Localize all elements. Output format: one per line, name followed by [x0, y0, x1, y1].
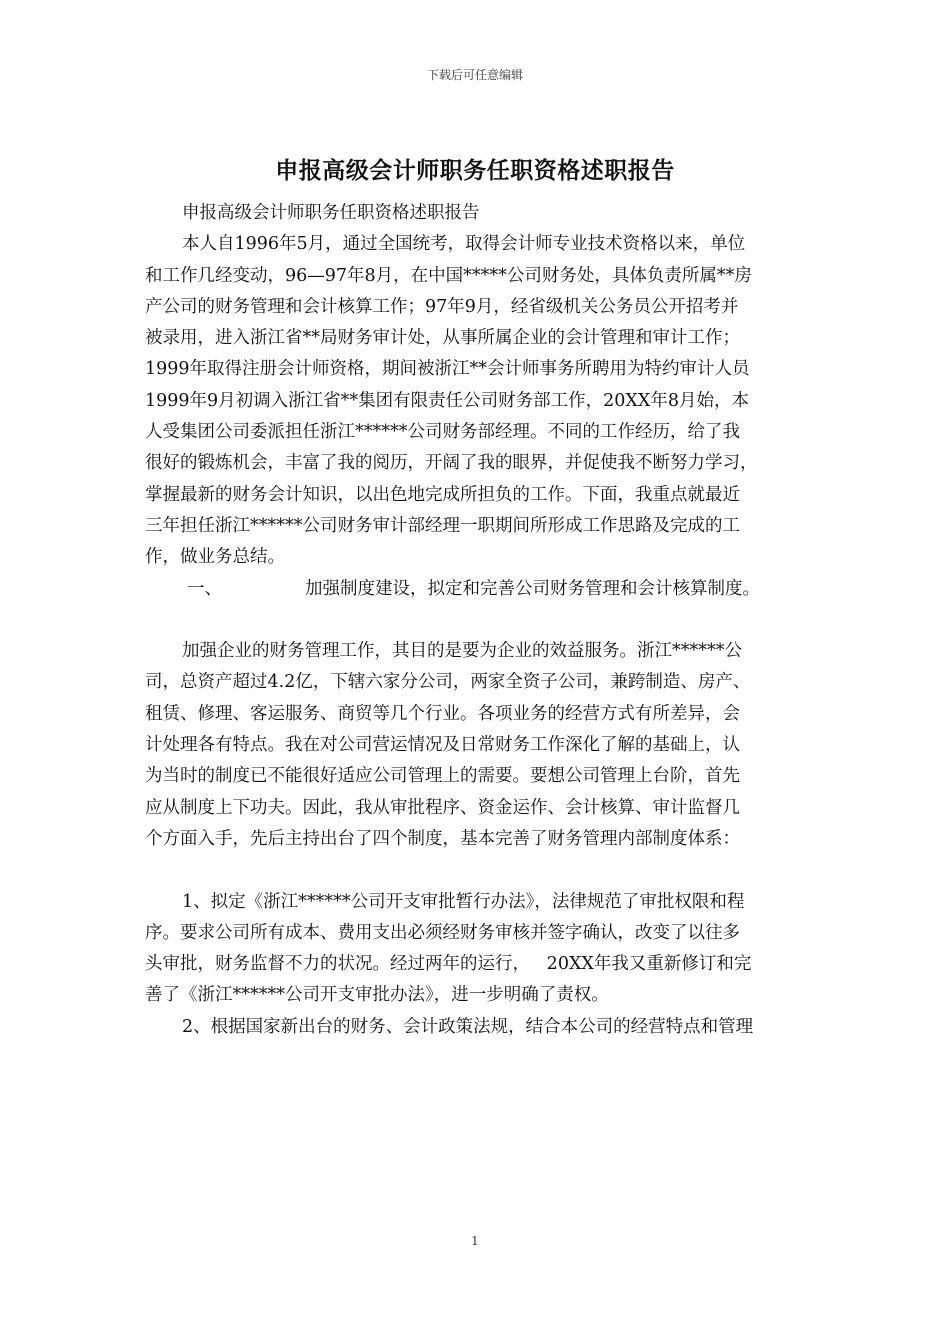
spacer [145, 605, 813, 636]
paragraph-line: 被录用，进入浙江省**局财务审计处，从事所属企业的会计管理和审计工作； [145, 328, 740, 349]
paragraph-line: 和工作几经变动，96—97年8月，在中国*****公司财务处，具体负责所属**房 [145, 265, 752, 286]
paragraph-line: 为当时的制度已不能很好适应公司管理上的需要。要想公司管理上台阶，首先 [145, 766, 740, 787]
subtitle: 申报高级会计师职务任职资格述职报告 [182, 203, 480, 223]
paragraph-line: 计处理各有特点。我在对公司营运情况及日常财务工作深化了解的基础上，认 [145, 735, 740, 756]
paragraph-line: 2、根据国家新出台的财务、会计政策法规，结合本公司的经营特点和管理 [182, 1016, 754, 1037]
paragraph-line: 人受集团公司委派担任浙江******公司财务部经理。不同的工作经历，给了我 [145, 422, 740, 443]
section-heading [145, 574, 813, 605]
paragraph-line: 司，总资产超过4.2亿，下辖六家分公司，两家全资子公司，兼跨制造、房产、 [145, 672, 751, 693]
paragraph-line: 加强企业的财务管理工作，其目的是要为企业的效益服务。浙江******公 [182, 641, 742, 662]
paragraph-line: 很好的锻炼机会，丰富了我的阅历，开阔了我的眼界，并促使我不断努力学习， [145, 453, 758, 474]
page-number: 1 [471, 1234, 479, 1248]
paragraph-intro [145, 229, 813, 573]
paragraph-line: 1、拟定《浙江******公司开支审批暂行办法》，法律规范了审批权限和程 [182, 891, 745, 912]
list-item-1 [145, 887, 813, 1012]
paragraph-line: 个方面入手，先后主持出台了四个制度，基本完善了财务管理内部制度体系： [145, 828, 740, 849]
spacer [145, 855, 813, 886]
paragraph-line: 租赁、修理、客运服务、商贸等几个行业。各项业务的经营方式有所差异，会 [145, 703, 740, 724]
paragraph-line: 1999年取得注册会计师资格，期间被浙江**会计师事务所聘用为特约审计人员 [145, 359, 750, 380]
document-title: 申报高级会计师职务任职资格述职报告 [275, 158, 675, 184]
paragraph-line: 头审批，财务监督不力的状况。经过两年的运行， 20XX年我又重新修订和完 [145, 954, 752, 975]
paragraph-line: 产公司的财务管理和会计核算工作；97年9月，经省级机关公务员公开招考并 [145, 296, 739, 317]
paragraph-line: 应从制度上下功夫。因此，我从审批程序、资金运作、会计核算、审计监督几 [145, 797, 740, 818]
document-body [145, 198, 813, 1043]
paragraph-line: 作，做业务总结。 [145, 547, 285, 568]
paragraph-line: 掌握最新的财务会计知识，以出色地完成所担负的工作。下面，我重点就最近 [145, 484, 740, 505]
paragraph-line: 三年担任浙江******公司财务审计部经理一职期间所形成工作思路及完成的工 [145, 515, 740, 536]
paragraph-line: 善了《浙江******公司开支审批办法》，进一步明确了责权。 [145, 985, 609, 1006]
list-item-2 [145, 1012, 813, 1043]
paragraph-line: 本人自1996年5月，通过全国统考，取得会计师专业技术资格以来，单位 [182, 234, 746, 255]
paragraph-line: 序。要求公司所有成本、费用支出必须经财务审核并签字确认，改变了以往多 [145, 922, 740, 943]
section-number: 一、 [187, 578, 222, 599]
section-heading-text: 加强制度建设，拟定和完善公司财务管理和会计核算制度。 [305, 578, 760, 599]
paragraph-management [145, 636, 813, 855]
header-note: 下载后可任意编辑 [426, 68, 523, 82]
paragraph-line: 1999年9月初调入浙江省**集团有限责任公司财务部工作，20XX年8月始，本 [145, 390, 749, 411]
